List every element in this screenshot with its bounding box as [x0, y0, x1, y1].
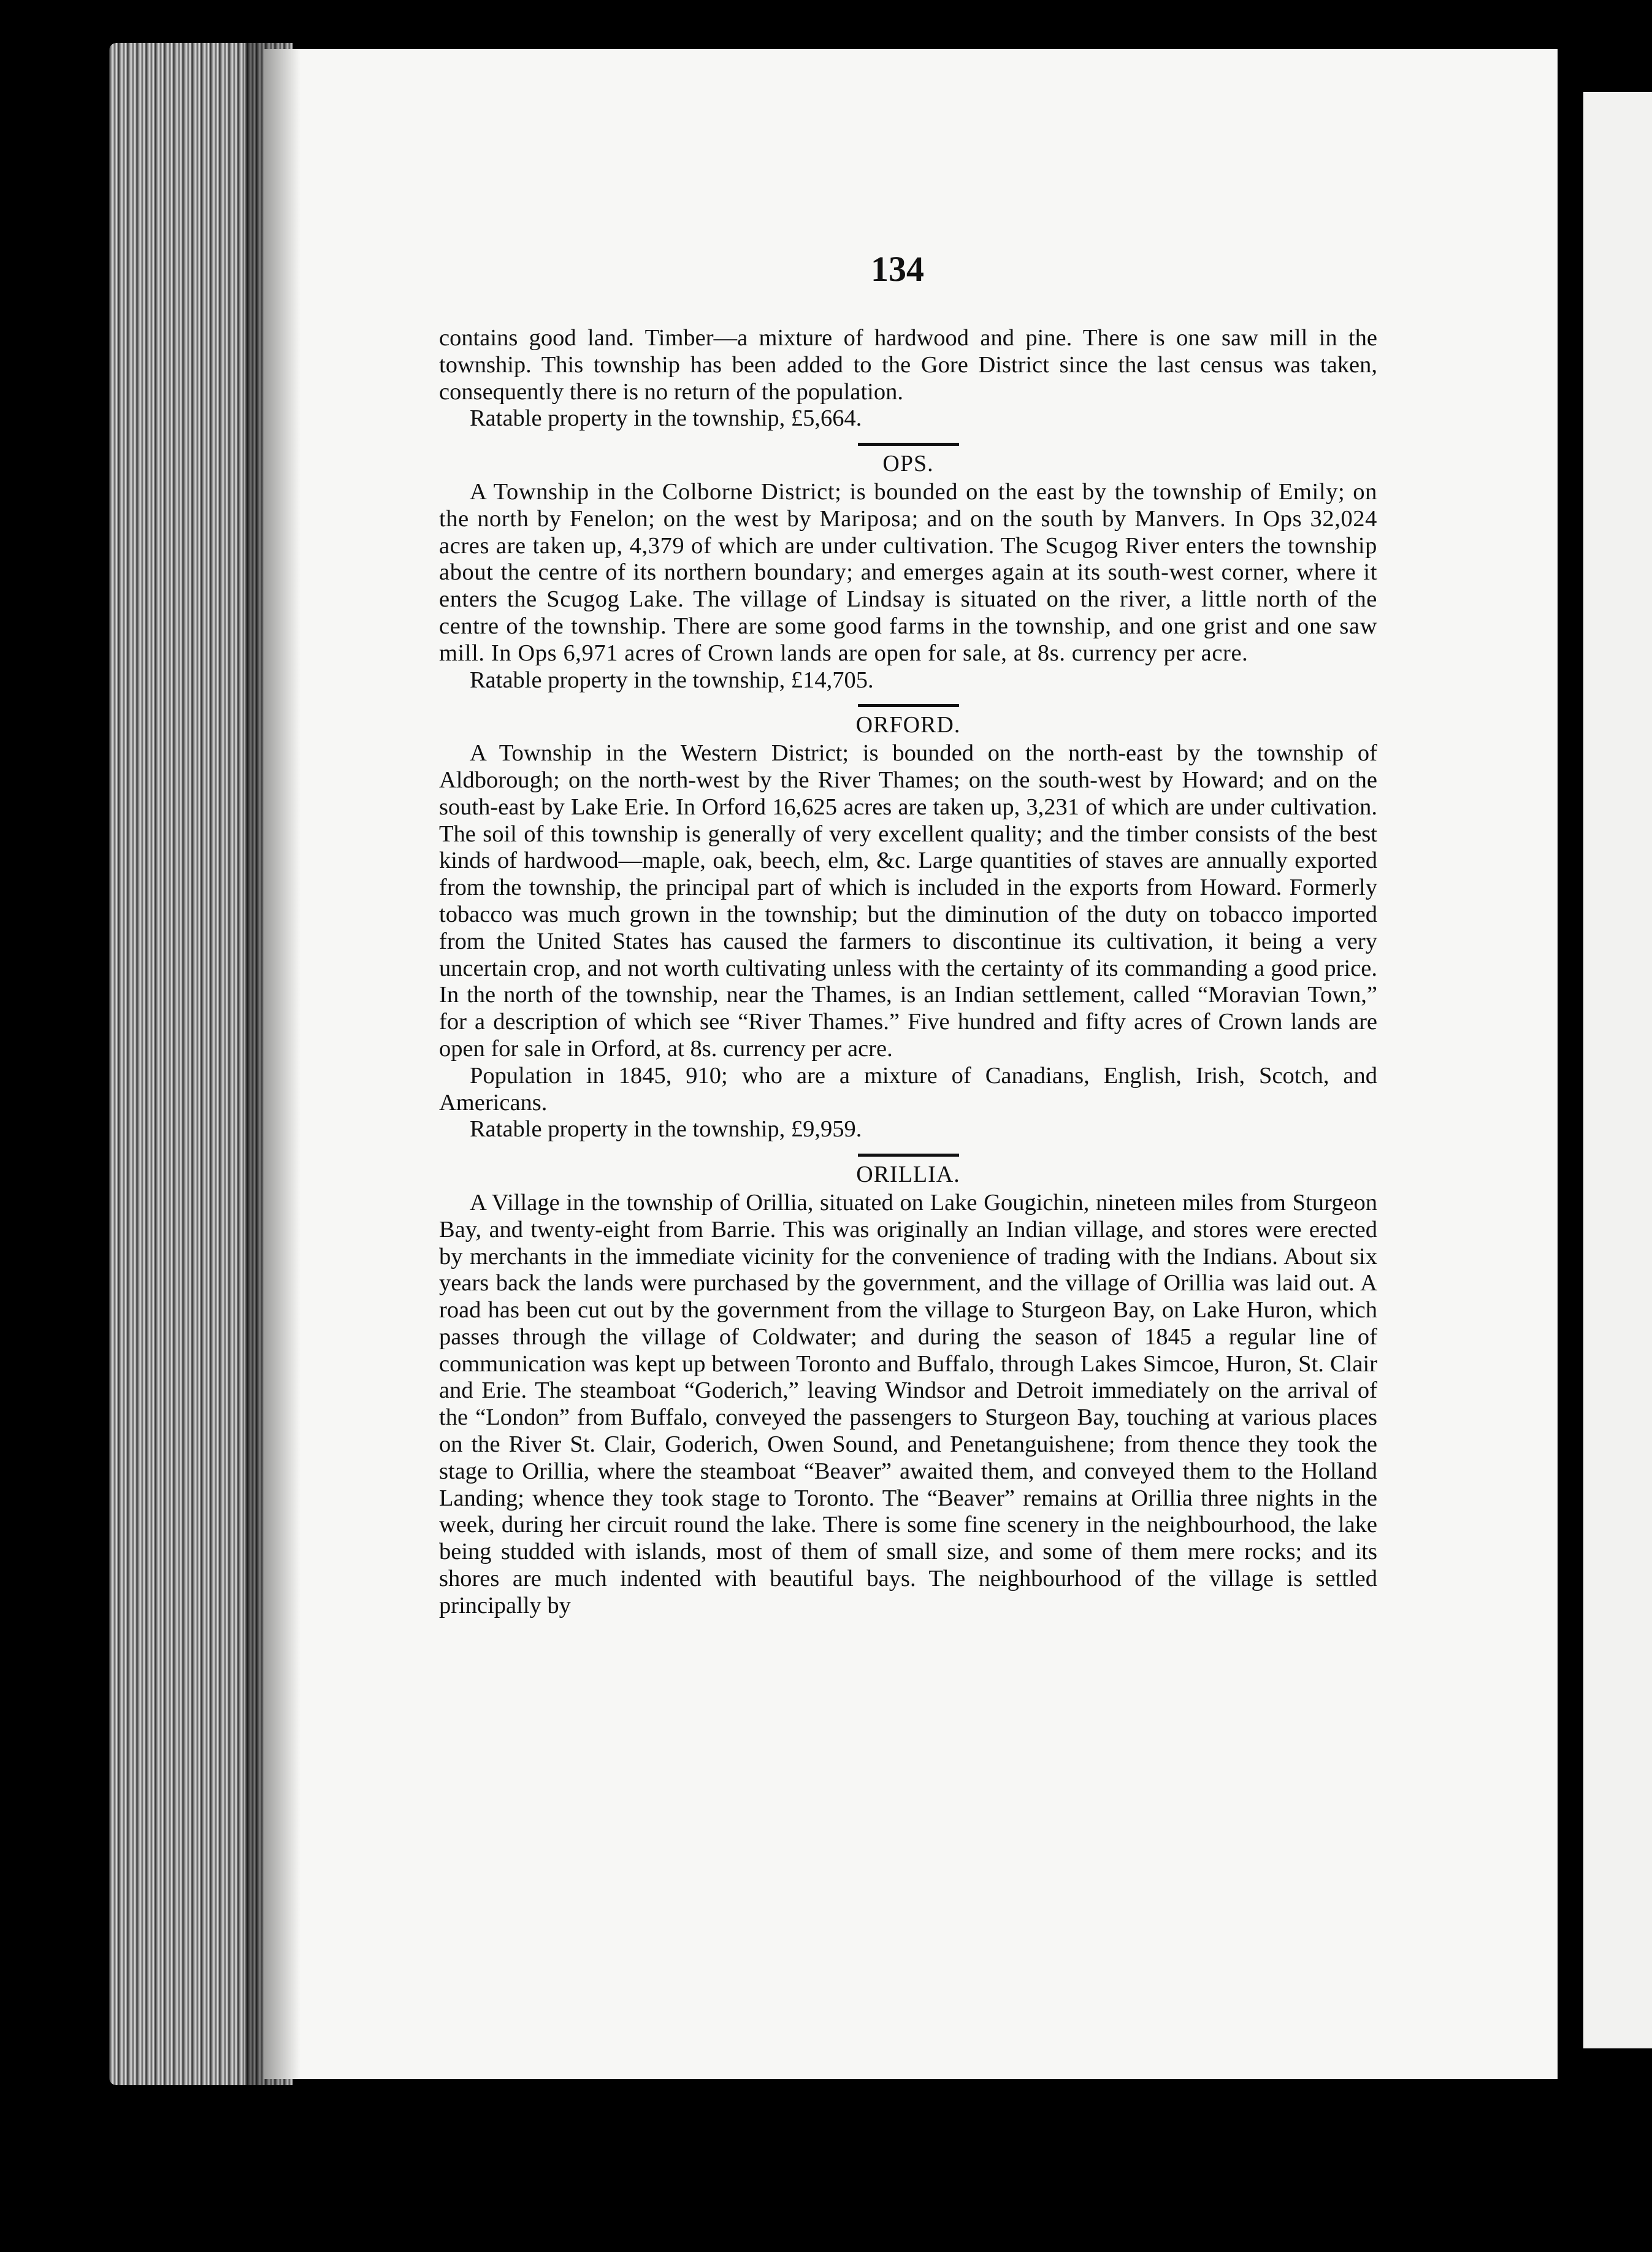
ops-ratable-property: Ratable property in the township, £14,705. — [470, 667, 874, 693]
orford-paragraph: A Township in the Western District; is bounded on the north-east by the township of Aldborough; on the north-west by the River Thames; on the south-west by Howard; and on the south-east by Lake Erie. In Orford 16,625 acres are taken up, 3,231 of which are under cultivation. The soil of this township is generally of very excellent quality; and the timber consists of the best kinds of hardwood—maple, oak, beech, elm, &c. Large quantities of staves are annually exported from the township, the principal part of which is included in the exports from Howard. Formerly tobacco was much grown in the township; but the diminution of the duty on tobacco imported from the United States has caused the farmers to discontinue its cultivation, it being a very uncertain crop, and not worth cultivating unless with the certainty of its commanding a good price. In the north of the township, near the Thames, is an Indian settlement, called “Moravian Town,” for a description of which see “River Thames.” Five hundred and fifty acres of Crown lands are open for sale in Orford, at 8s. currency per acre. — [439, 740, 1377, 1062]
intro-paragraph: contains good land. Timber—a mixture of hardwood and pine. There is one saw mill in the township. This township has been added to the Gore District since the last census was taken, consequently there is no return of the population. — [439, 325, 1377, 405]
section-heading-orford: ORFORD. — [855, 712, 961, 738]
intro-ratable-property: Ratable property in the township, £5,664. — [470, 405, 862, 432]
section-divider — [858, 443, 959, 446]
section-heading-ops: OPS. — [882, 451, 934, 477]
adjacent-page-edge — [1583, 92, 1652, 2048]
page-number: 134 — [871, 249, 924, 289]
page-text — [439, 325, 1377, 1620]
gutter-shadow — [245, 43, 300, 2085]
orford-ratable-property: Ratable property in the township, £9,959. — [470, 1116, 862, 1143]
section-heading-orillia: ORILLIA. — [856, 1162, 960, 1188]
ops-paragraph: A Township in the Colborne District; is bounded on the east by the township of Emily; on the north by Fenelon; on the west by Mariposa; and on the south by Manvers. In Ops 32,024 acres are taken up, 4,379 of which are under cultivation. The Scugog River enters the township about the centre of its northern boundary; and emerges again at its south-west corner, where it enters the Scugog Lake. The village of Lindsay is situated on the river, a little north of the centre of the township. There are some good farms in the township, and one grist and one saw mill. In Ops 6,971 acres of Crown lands are open for sale, at 8s. currency per acre. — [439, 478, 1377, 666]
section-divider — [858, 704, 959, 707]
orillia-paragraph: A Village in the township of Orillia, situated on Lake Gougichin, nineteen miles from Sturgeon Bay, and twenty-eight from Barrie. This was originally an Indian village, and stores were erected by merchants in the immediate vicinity for the convenience of trading with the Indians. About six years back the lands were purchased by the government, and the village of Orillia was laid out. A road has been cut out by the government from the village to Sturgeon Bay, on Lake Huron, which passes through the village of Coldwater; and during the season of 1845 a regular line of communication was kept up between Toronto and Buffalo, through Lakes Simcoe, Huron, St. Clair and Erie. The steamboat “Goderich,” leaving Windsor and Detroit immediately on the arrival of the “London” from Buffalo, conveyed the passengers to Sturgeon Bay, touching at various places on the River St. Clair, Goderich, Owen Sound, and Penetanguishene; from thence they took the stage to Orillia, where the steamboat “Beaver” awaited them, and conveyed them to the Holland Landing; whence they took stage to Toronto. The “Beaver” remains at Orillia three nights in the week, during her circuit round the lake. There is some fine scenery in the neighbourhood, the lake being studded with islands, most of them of small size, and some of them mere rocks; and its shores are much indented with beautiful bays. The neighbourhood of the village is settled principally by — [439, 1189, 1377, 1618]
orford-population: Population in 1845, 910; who are a mixture of Canadians, English, Irish, Scotch, and Americans. — [439, 1062, 1377, 1116]
section-divider — [858, 1154, 959, 1157]
